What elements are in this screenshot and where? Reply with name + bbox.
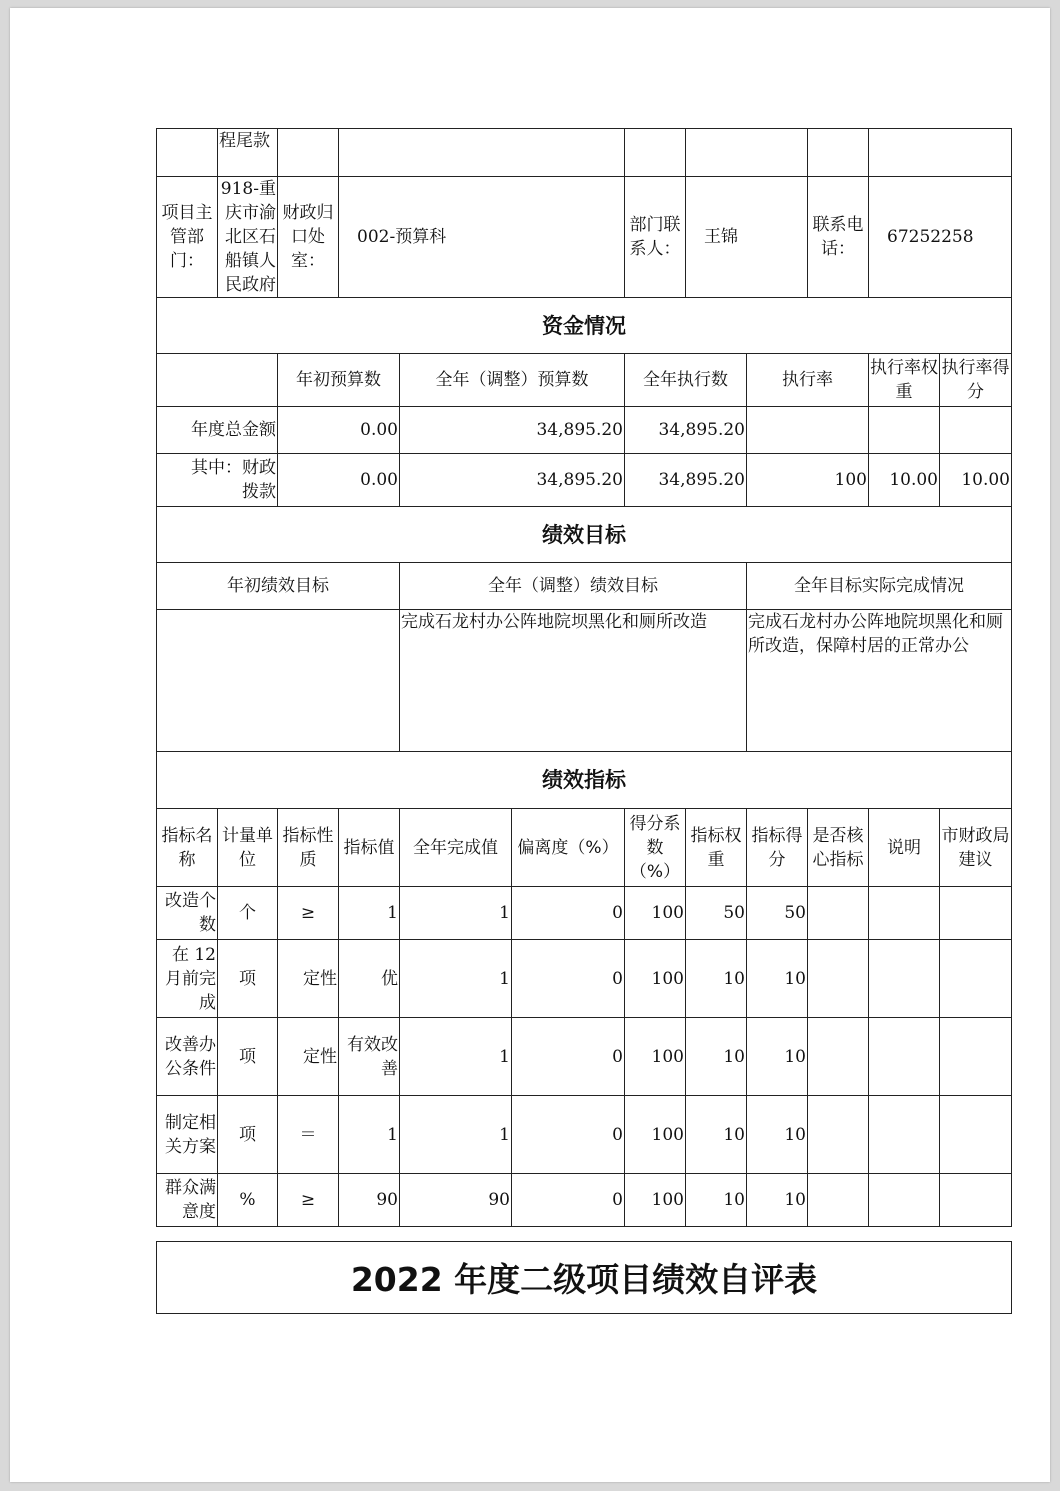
ind-header-weight: 指标权重 [686, 809, 747, 887]
blank-cell [339, 129, 625, 177]
ind-value: 1 [339, 887, 400, 940]
ind-coef: 100 [625, 1174, 686, 1227]
ind-header-value: 指标值 [339, 809, 400, 887]
ind-header-score: 指标得分 [747, 809, 808, 887]
ind-header-deviation: 偏离度（%） [512, 809, 625, 887]
ind-coef: 100 [625, 940, 686, 1018]
funds-row-initial: 0.00 [278, 407, 400, 454]
ind-unit: 项 [218, 1018, 278, 1096]
table-row [157, 1096, 1012, 1174]
indicators-header-row [157, 809, 1012, 887]
ind-nature: 定性 [278, 1018, 339, 1096]
ind-name: 改造个数 [157, 887, 218, 940]
funds-row-score: 10.00 [940, 454, 1012, 507]
ind-advice [940, 1174, 1012, 1227]
funds-row-label: 年度总金额 [157, 407, 278, 454]
ind-done: 1 [400, 887, 512, 940]
ind-coef: 100 [625, 887, 686, 940]
funds-header-executed: 全年执行数 [625, 354, 747, 407]
ind-name: 在 12 月前完成 [157, 940, 218, 1018]
phone-value: 67252258 [869, 177, 1012, 298]
ind-advice [940, 887, 1012, 940]
funds-row-executed: 34,895.20 [625, 454, 747, 507]
ind-nature: ≥ [278, 887, 339, 940]
blank-cell [808, 129, 869, 177]
blank-cell [157, 354, 278, 407]
ind-nature: ＝ [278, 1096, 339, 1174]
ind-name: 制定相关方案 [157, 1096, 218, 1174]
dept-value: 918-重庆市渝北区石船镇人民政府 [218, 177, 278, 298]
table-row [157, 1174, 1012, 1227]
ind-deviation: 0 [512, 940, 625, 1018]
ind-weight: 10 [686, 940, 747, 1018]
ind-value: 1 [339, 1096, 400, 1174]
ind-score: 10 [747, 940, 808, 1018]
form-title: 2022 年度二级项目绩效自评表 [156, 1241, 1012, 1314]
contact-label: 部门联系人： [625, 177, 686, 298]
ind-header-core: 是否核心指标 [808, 809, 869, 887]
ind-nature: ≥ [278, 1174, 339, 1227]
ind-name: 群众满意度 [157, 1174, 218, 1227]
ind-weight: 10 [686, 1018, 747, 1096]
ind-coef: 100 [625, 1096, 686, 1174]
table-row [157, 1018, 1012, 1096]
funds-row-fiscal [157, 454, 1012, 507]
funds-row-rate [747, 407, 869, 454]
tail-text: 程尾款 [218, 129, 278, 177]
funds-row-weight [869, 407, 940, 454]
performance-table [156, 128, 1012, 1227]
ind-core [808, 940, 869, 1018]
ind-core [808, 1174, 869, 1227]
ind-header-coef: 得分系数（%） [625, 809, 686, 887]
ind-done: 1 [400, 1096, 512, 1174]
table-row [157, 887, 1012, 940]
ind-value: 优 [339, 940, 400, 1018]
goal-actual: 完成石龙村办公阵地院坝黑化和厕所改造，保障村居的正常办公 [747, 610, 1012, 752]
ind-done: 90 [400, 1174, 512, 1227]
ind-advice [940, 1018, 1012, 1096]
ind-unit: 个 [218, 887, 278, 940]
phone-label: 联系电话： [808, 177, 869, 298]
goals-header-row [157, 563, 1012, 610]
funds-row-label: 其中：财政拨款 [157, 454, 278, 507]
ind-unit: 项 [218, 940, 278, 1018]
funds-header-rate: 执行率 [747, 354, 869, 407]
ind-note [869, 887, 940, 940]
ind-header-note: 说明 [869, 809, 940, 887]
ind-header-unit: 计量单位 [218, 809, 278, 887]
blank-cell [157, 129, 218, 177]
ind-header-nature: 指标性质 [278, 809, 339, 887]
ind-note [869, 1174, 940, 1227]
ind-advice [940, 940, 1012, 1018]
finance-value: 002-预算科 [339, 177, 625, 298]
funds-row-initial: 0.00 [278, 454, 400, 507]
ind-deviation: 0 [512, 1096, 625, 1174]
ind-score: 10 [747, 1018, 808, 1096]
ind-score: 10 [747, 1096, 808, 1174]
goals-header-adjusted: 全年（调整）绩效目标 [400, 563, 747, 610]
ind-core [808, 887, 869, 940]
ind-note [869, 1018, 940, 1096]
ind-header-name: 指标名称 [157, 809, 218, 887]
indicators-heading: 绩效指标 [157, 752, 1012, 809]
ind-deviation: 0 [512, 887, 625, 940]
goal-adjusted: 完成石龙村办公阵地院坝黑化和厕所改造 [400, 610, 747, 752]
funds-row-total [157, 407, 1012, 454]
funds-header-initial: 年初预算数 [278, 354, 400, 407]
blank-cell [278, 129, 339, 177]
goals-header-actual: 全年目标实际完成情况 [747, 563, 1012, 610]
ind-core [808, 1018, 869, 1096]
funds-header-row [157, 354, 1012, 407]
ind-score: 10 [747, 1174, 808, 1227]
ind-name: 改善办公条件 [157, 1018, 218, 1096]
ind-weight: 10 [686, 1096, 747, 1174]
funds-row-weight: 10.00 [869, 454, 940, 507]
funds-row-adjusted: 34,895.20 [400, 454, 625, 507]
ind-done: 1 [400, 940, 512, 1018]
funds-row-score [940, 407, 1012, 454]
funds-heading: 资金情况 [157, 298, 1012, 354]
dept-label: 项目主管部门： [157, 177, 218, 298]
project-info-row [157, 177, 1012, 298]
finance-label: 财政归口处室： [278, 177, 339, 298]
funds-row-adjusted: 34,895.20 [400, 407, 625, 454]
funds-header-weight: 执行率权重 [869, 354, 940, 407]
contact-value: 王锦 [686, 177, 808, 298]
blank-cell [625, 129, 686, 177]
goal-initial [157, 610, 400, 752]
funds-header-adjusted: 全年（调整）预算数 [400, 354, 625, 407]
blank-cell [869, 129, 1012, 177]
table-row [157, 940, 1012, 1018]
continuation-row [157, 129, 1012, 177]
ind-weight: 50 [686, 887, 747, 940]
ind-unit: % [218, 1174, 278, 1227]
ind-note [869, 1096, 940, 1174]
ind-value: 有效改善 [339, 1018, 400, 1096]
goals-content-row [157, 610, 1012, 752]
ind-coef: 100 [625, 1018, 686, 1096]
ind-advice [940, 1096, 1012, 1174]
blank-cell [686, 129, 808, 177]
ind-done: 1 [400, 1018, 512, 1096]
ind-note [869, 940, 940, 1018]
ind-deviation: 0 [512, 1174, 625, 1227]
goals-header-initial: 年初绩效目标 [157, 563, 400, 610]
goals-heading: 绩效目标 [157, 507, 1012, 563]
ind-core [808, 1096, 869, 1174]
funds-row-executed: 34,895.20 [625, 407, 747, 454]
funds-header-score: 执行率得分 [940, 354, 1012, 407]
ind-header-done: 全年完成值 [400, 809, 512, 887]
ind-header-advice: 市财政局建议 [940, 809, 1012, 887]
ind-value: 90 [339, 1174, 400, 1227]
ind-score: 50 [747, 887, 808, 940]
ind-weight: 10 [686, 1174, 747, 1227]
ind-unit: 项 [218, 1096, 278, 1174]
ind-nature: 定性 [278, 940, 339, 1018]
funds-row-rate: 100 [747, 454, 869, 507]
ind-deviation: 0 [512, 1018, 625, 1096]
